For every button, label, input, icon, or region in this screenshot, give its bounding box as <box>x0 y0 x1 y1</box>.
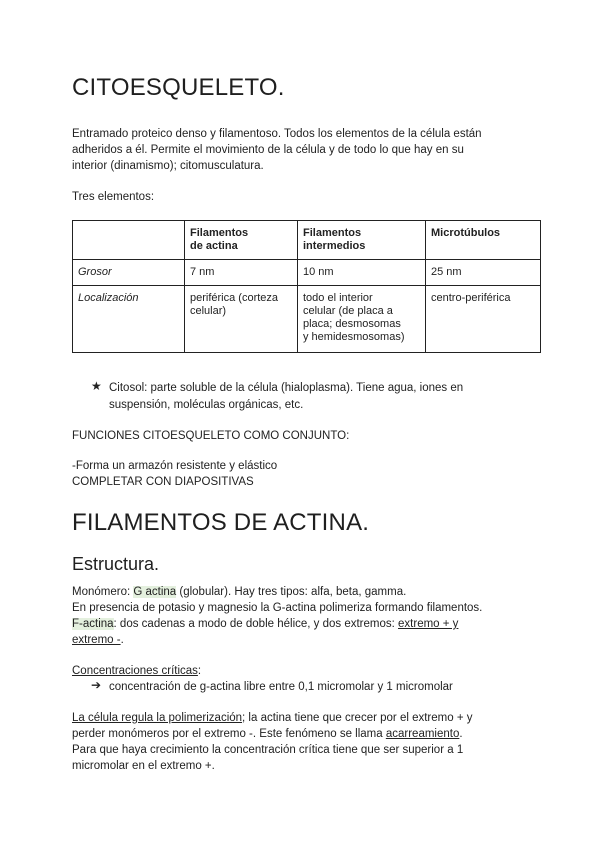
header-line: Microtúbulos <box>431 227 501 239</box>
arrow-bullet-icon: ➔ <box>91 678 102 692</box>
table-cell <box>298 286 426 353</box>
funciones-line-2: COMPLETAR CON DIAPOSITIVAS <box>72 476 254 488</box>
monomero-post: (globular). Hay tres tipos: alfa, beta, gamma. <box>176 586 407 598</box>
acarreamiento-link: acarreamiento <box>385 728 460 740</box>
table-cell: 25 nm <box>426 260 541 286</box>
star-bullet-icon: ★ <box>91 379 102 393</box>
extremo-minus-link: extremo - <box>72 634 121 646</box>
cell-line: celular (de placa a <box>303 305 393 317</box>
page-title: CITOESQUELETO. <box>72 74 285 101</box>
subsection-estructura: Estructura. <box>72 554 160 574</box>
cell-line: celular) <box>190 305 227 317</box>
g-actina-highlight: G actina <box>133 586 177 598</box>
monomero-pre: Monómero: <box>72 586 134 598</box>
funciones-heading: FUNCIONES CITOESQUELETO COMO CONJUNTO: <box>72 430 350 442</box>
f-actina-line-2 <box>72 632 124 648</box>
table-cell: centro-periférica <box>426 286 541 353</box>
table-cell <box>185 286 298 353</box>
regula-line-1 <box>72 710 473 726</box>
citosol-line-2: suspensión, moléculas orgánicas, etc. <box>109 399 304 411</box>
concentraciones-item: concentración de g-actina libre entre 0,1 micromolar y 1 micromolar <box>109 681 453 693</box>
regula-line-4: micromolar en el extremo +. <box>72 760 215 772</box>
header-line: de actina <box>190 240 238 252</box>
row-label-localizacion: Localización <box>73 286 185 353</box>
monomero-line <box>72 584 406 600</box>
regula-line-3: Para que haya crecimiento la concentración crítica tiene que ser superior a 1 <box>72 744 464 756</box>
cell-line: y hemidesmosomas) <box>303 331 405 343</box>
cell-line: placa; desmosomas <box>303 318 401 330</box>
table-header-row <box>73 221 541 260</box>
concentraciones-colon: : <box>197 665 202 677</box>
presencia-line: En presencia de potasio y magnesio la G-actina polimeriza formando filamentos. <box>72 602 483 614</box>
f-actina-line-1 <box>72 616 458 632</box>
regula-line-2a: perder monómeros por el extremo -. Este fenómeno se llama <box>72 728 386 740</box>
intro-line-1: Entramado proteico denso y filamentoso. Todos los elementos de la célula están <box>72 128 482 140</box>
section-title-actina: FILAMENTOS DE ACTINA. <box>72 509 370 536</box>
table-row <box>73 286 541 353</box>
row-label-grosor: Grosor <box>73 260 185 286</box>
table-row <box>73 260 541 286</box>
table-header-actina <box>185 221 298 260</box>
cell-line: todo el interior <box>303 292 373 304</box>
header-line: intermedios <box>303 240 366 252</box>
table-cell: 7 nm <box>185 260 298 286</box>
regula-rest: ; la actina tiene que crecer por el extremo + y <box>242 712 473 724</box>
table-header-microtubulos <box>426 221 541 260</box>
regula-line-2 <box>72 726 463 742</box>
funciones-line-1: -Forma un armazón resistente y elástico <box>72 460 278 472</box>
f-actina-text: : dos cadenas a modo de doble hélice, y dos extremos: <box>113 618 399 630</box>
regula-underlined: La célula regula la polimerización <box>72 712 243 724</box>
table-header-intermedios <box>298 221 426 260</box>
intro-line-2: adheridos a él. Permite el movimiento de la célula y de todo lo que hay en su <box>72 144 464 156</box>
regula-line-2b: . <box>459 728 463 740</box>
f-actina-end: . <box>120 634 124 646</box>
header-line: Filamentos <box>190 227 249 239</box>
concentraciones-heading: Concentraciones críticas <box>72 665 198 677</box>
table-header-empty <box>73 221 185 260</box>
extremo-plus-link: extremo + y <box>398 618 459 630</box>
tres-elementos-label: Tres elementos: <box>72 191 155 203</box>
header-line: Filamentos <box>303 227 362 239</box>
comparison-table <box>72 220 541 353</box>
citosol-line-1: Citosol: parte soluble de la célula (hialoplasma). Tiene agua, iones en <box>109 382 464 394</box>
f-actina-highlight: F-actina <box>72 618 114 630</box>
cell-line: periférica (corteza <box>190 292 279 304</box>
concentraciones-heading-line <box>72 663 201 679</box>
table-cell: 10 nm <box>298 260 426 286</box>
intro-line-3: interior (dinamismo); citomusculatura. <box>72 160 264 172</box>
